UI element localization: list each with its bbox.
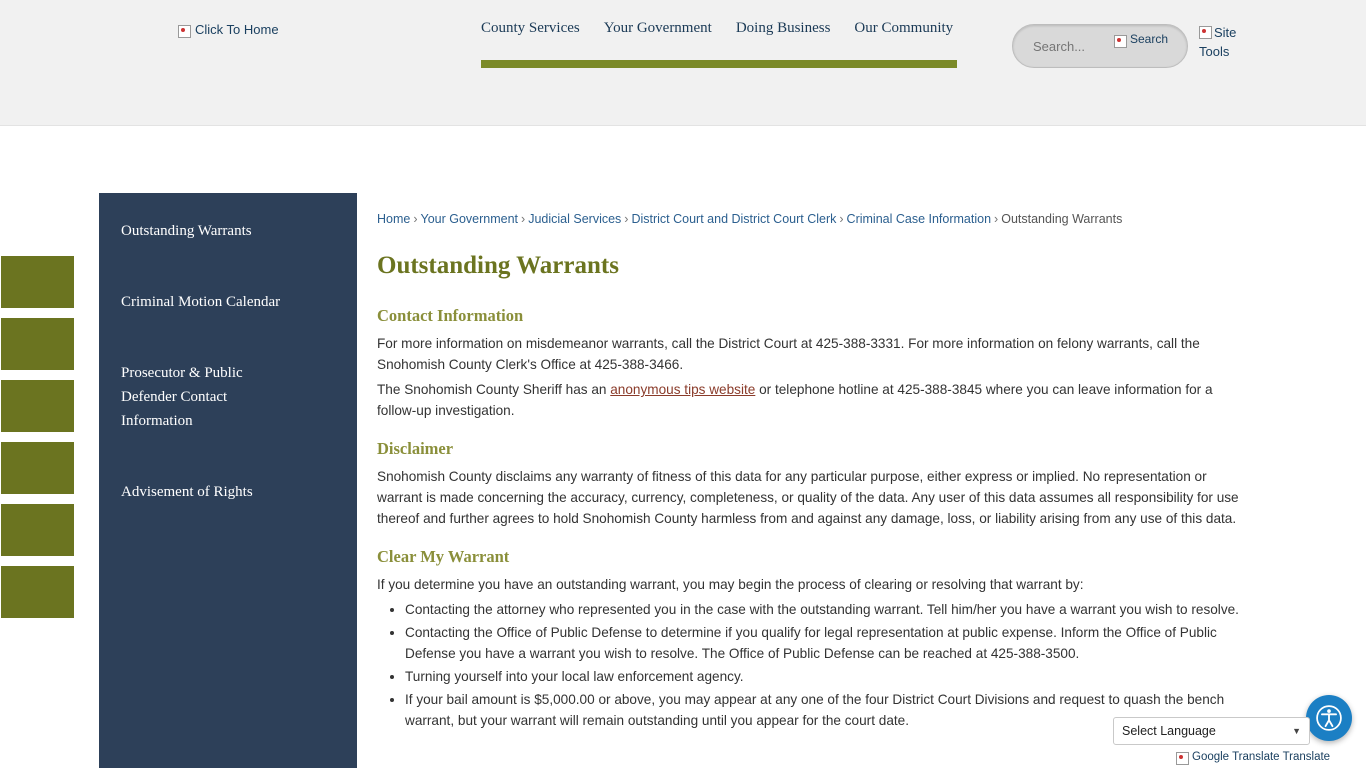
contact-paragraph-1: For more information on misdemeanor warrants, call the District Court at 425-388-3331. For more information on felony warrants, call the Snohomish County Clerk's Office at 425-388-3466.	[377, 336, 1200, 372]
accessibility-widget-button[interactable]	[1306, 695, 1352, 741]
language-select[interactable]	[1113, 717, 1310, 745]
site-header	[0, 0, 1366, 126]
search-icon	[1114, 35, 1127, 48]
disclaimer-paragraph: Snohomish County disclaims any warranty of fitness of this data for any particular purpose, either express or implied. No representation or warrant is made concerning the accuracy, currency, completeness, or quality of the data. Any user of this data assumes all responsibility for use thereof and further agrees to hold Snohomish County harmless from and against any damage, loss, or liability arising from any use of this data.	[377, 469, 1239, 526]
nav-item-doing-business[interactable]: Doing Business	[735, 20, 831, 36]
breadcrumb-item-your-government[interactable]: Your Government	[420, 212, 519, 226]
home-logo-link[interactable]	[178, 22, 279, 37]
sidebar-item-criminal-motion-calendar[interactable]: Criminal Motion Calendar	[121, 294, 281, 310]
quick-tab[interactable]	[0, 503, 75, 557]
list-item: • Contacting the attorney who represented you in the case with the outstanding warrant. Tell him/her you have a warrant you wish to resolve.	[405, 599, 1257, 620]
quick-tab[interactable]	[0, 379, 75, 433]
quick-tab[interactable]	[0, 565, 75, 619]
search-box[interactable]	[1012, 24, 1188, 68]
site-tools-alt-text: Site Tools	[1199, 25, 1237, 59]
search-button[interactable]	[1114, 32, 1168, 46]
accessibility-icon	[1316, 705, 1342, 731]
nav-item-county-services[interactable]: County Services	[481, 20, 580, 36]
nav-item-your-government[interactable]: Your Government	[603, 20, 712, 36]
breadcrumb-item-criminal-case-information[interactable]: Criminal Case Information	[846, 212, 992, 226]
quick-tab[interactable]	[0, 255, 75, 309]
chevron-down-icon: ▼	[1292, 726, 1301, 736]
anonymous-tips-website-link[interactable]: anonymous tips website	[610, 382, 756, 397]
contact-paragraph-2-suffix: or telephone hotline at 425-388-3845 where you can leave information for a follow-up investigation.	[377, 382, 1213, 418]
search-input[interactable]	[1031, 38, 1121, 55]
clear-warrant-intro: If you determine you have an outstanding warrant, you may begin the process of clearing or resolving that warrant by:	[377, 577, 1084, 592]
heading-contact-information: Contact Information	[377, 306, 524, 325]
site-tools-button[interactable]	[1199, 24, 1239, 62]
breadcrumb-separator: ›	[521, 212, 526, 226]
clear-warrant-list	[377, 599, 1257, 731]
left-quick-tabs	[0, 255, 75, 627]
home-logo-alt-text: Click To Home	[195, 22, 279, 37]
breadcrumb-item-district-court[interactable]: District Court and District Court Clerk	[631, 212, 837, 226]
broken-image-icon	[178, 25, 191, 38]
list-item: • Contacting the Office of Public Defense to determine if you qualify for legal representation at public expense. Inform the Office of Public Defense you have a warrant you wish to resolve. The Office of Public Defense can be reached at 425-388-3500.	[405, 622, 1257, 664]
list-item: • Turning yourself into your local law enforcement agency.	[405, 666, 1257, 687]
breadcrumb-item-current: Outstanding Warrants	[1001, 212, 1123, 226]
google-translate-icon	[1176, 752, 1189, 765]
breadcrumb-item-home[interactable]: Home	[377, 212, 411, 226]
sidebar-item-outstanding-warrants[interactable]: Outstanding Warrants	[121, 223, 252, 239]
main-content	[377, 212, 1257, 733]
quick-tab[interactable]	[0, 317, 75, 371]
contact-paragraph-2-prefix: The Snohomish County Sheriff has an	[377, 382, 611, 397]
heading-disclaimer: Disclaimer	[377, 439, 454, 458]
heading-clear-my-warrant: Clear My Warrant	[377, 547, 510, 566]
breadcrumb	[377, 212, 1257, 226]
breadcrumb-separator: ›	[994, 212, 999, 226]
breadcrumb-separator: ›	[413, 212, 418, 226]
page-title: Outstanding Warrants	[377, 252, 619, 279]
primary-nav	[481, 20, 957, 37]
google-translate-attribution-text: Google Translate Translate	[1192, 750, 1331, 763]
search-button-alt-text: Search	[1130, 32, 1169, 46]
site-tools-icon	[1199, 26, 1212, 39]
breadcrumb-separator: ›	[624, 212, 629, 226]
breadcrumb-item-judicial-services[interactable]: Judicial Services	[528, 212, 622, 226]
language-select-value: Select Language	[1122, 724, 1216, 738]
contact-paragraph-2	[377, 379, 1243, 421]
sidebar-item-advisement-of-rights[interactable]: Advisement of Rights	[121, 484, 253, 500]
breadcrumb-separator: ›	[839, 212, 844, 226]
list-item: • If your bail amount is $5,000.00 or above, you may appear at any one of the four District Court Divisions and request to quash the bench warrant, but your warrant will remain outstanding until you appear for the court date.	[405, 689, 1257, 731]
section-sidebar	[99, 193, 357, 768]
nav-accent-bar	[481, 60, 957, 68]
google-translate-attribution	[1176, 750, 1330, 763]
nav-item-our-community[interactable]: Our Community	[854, 20, 954, 36]
sidebar-item-prosecutor-public-defender[interactable]: Prosecutor & Public Defender Contact Information	[121, 365, 243, 429]
quick-tab[interactable]	[0, 441, 75, 495]
